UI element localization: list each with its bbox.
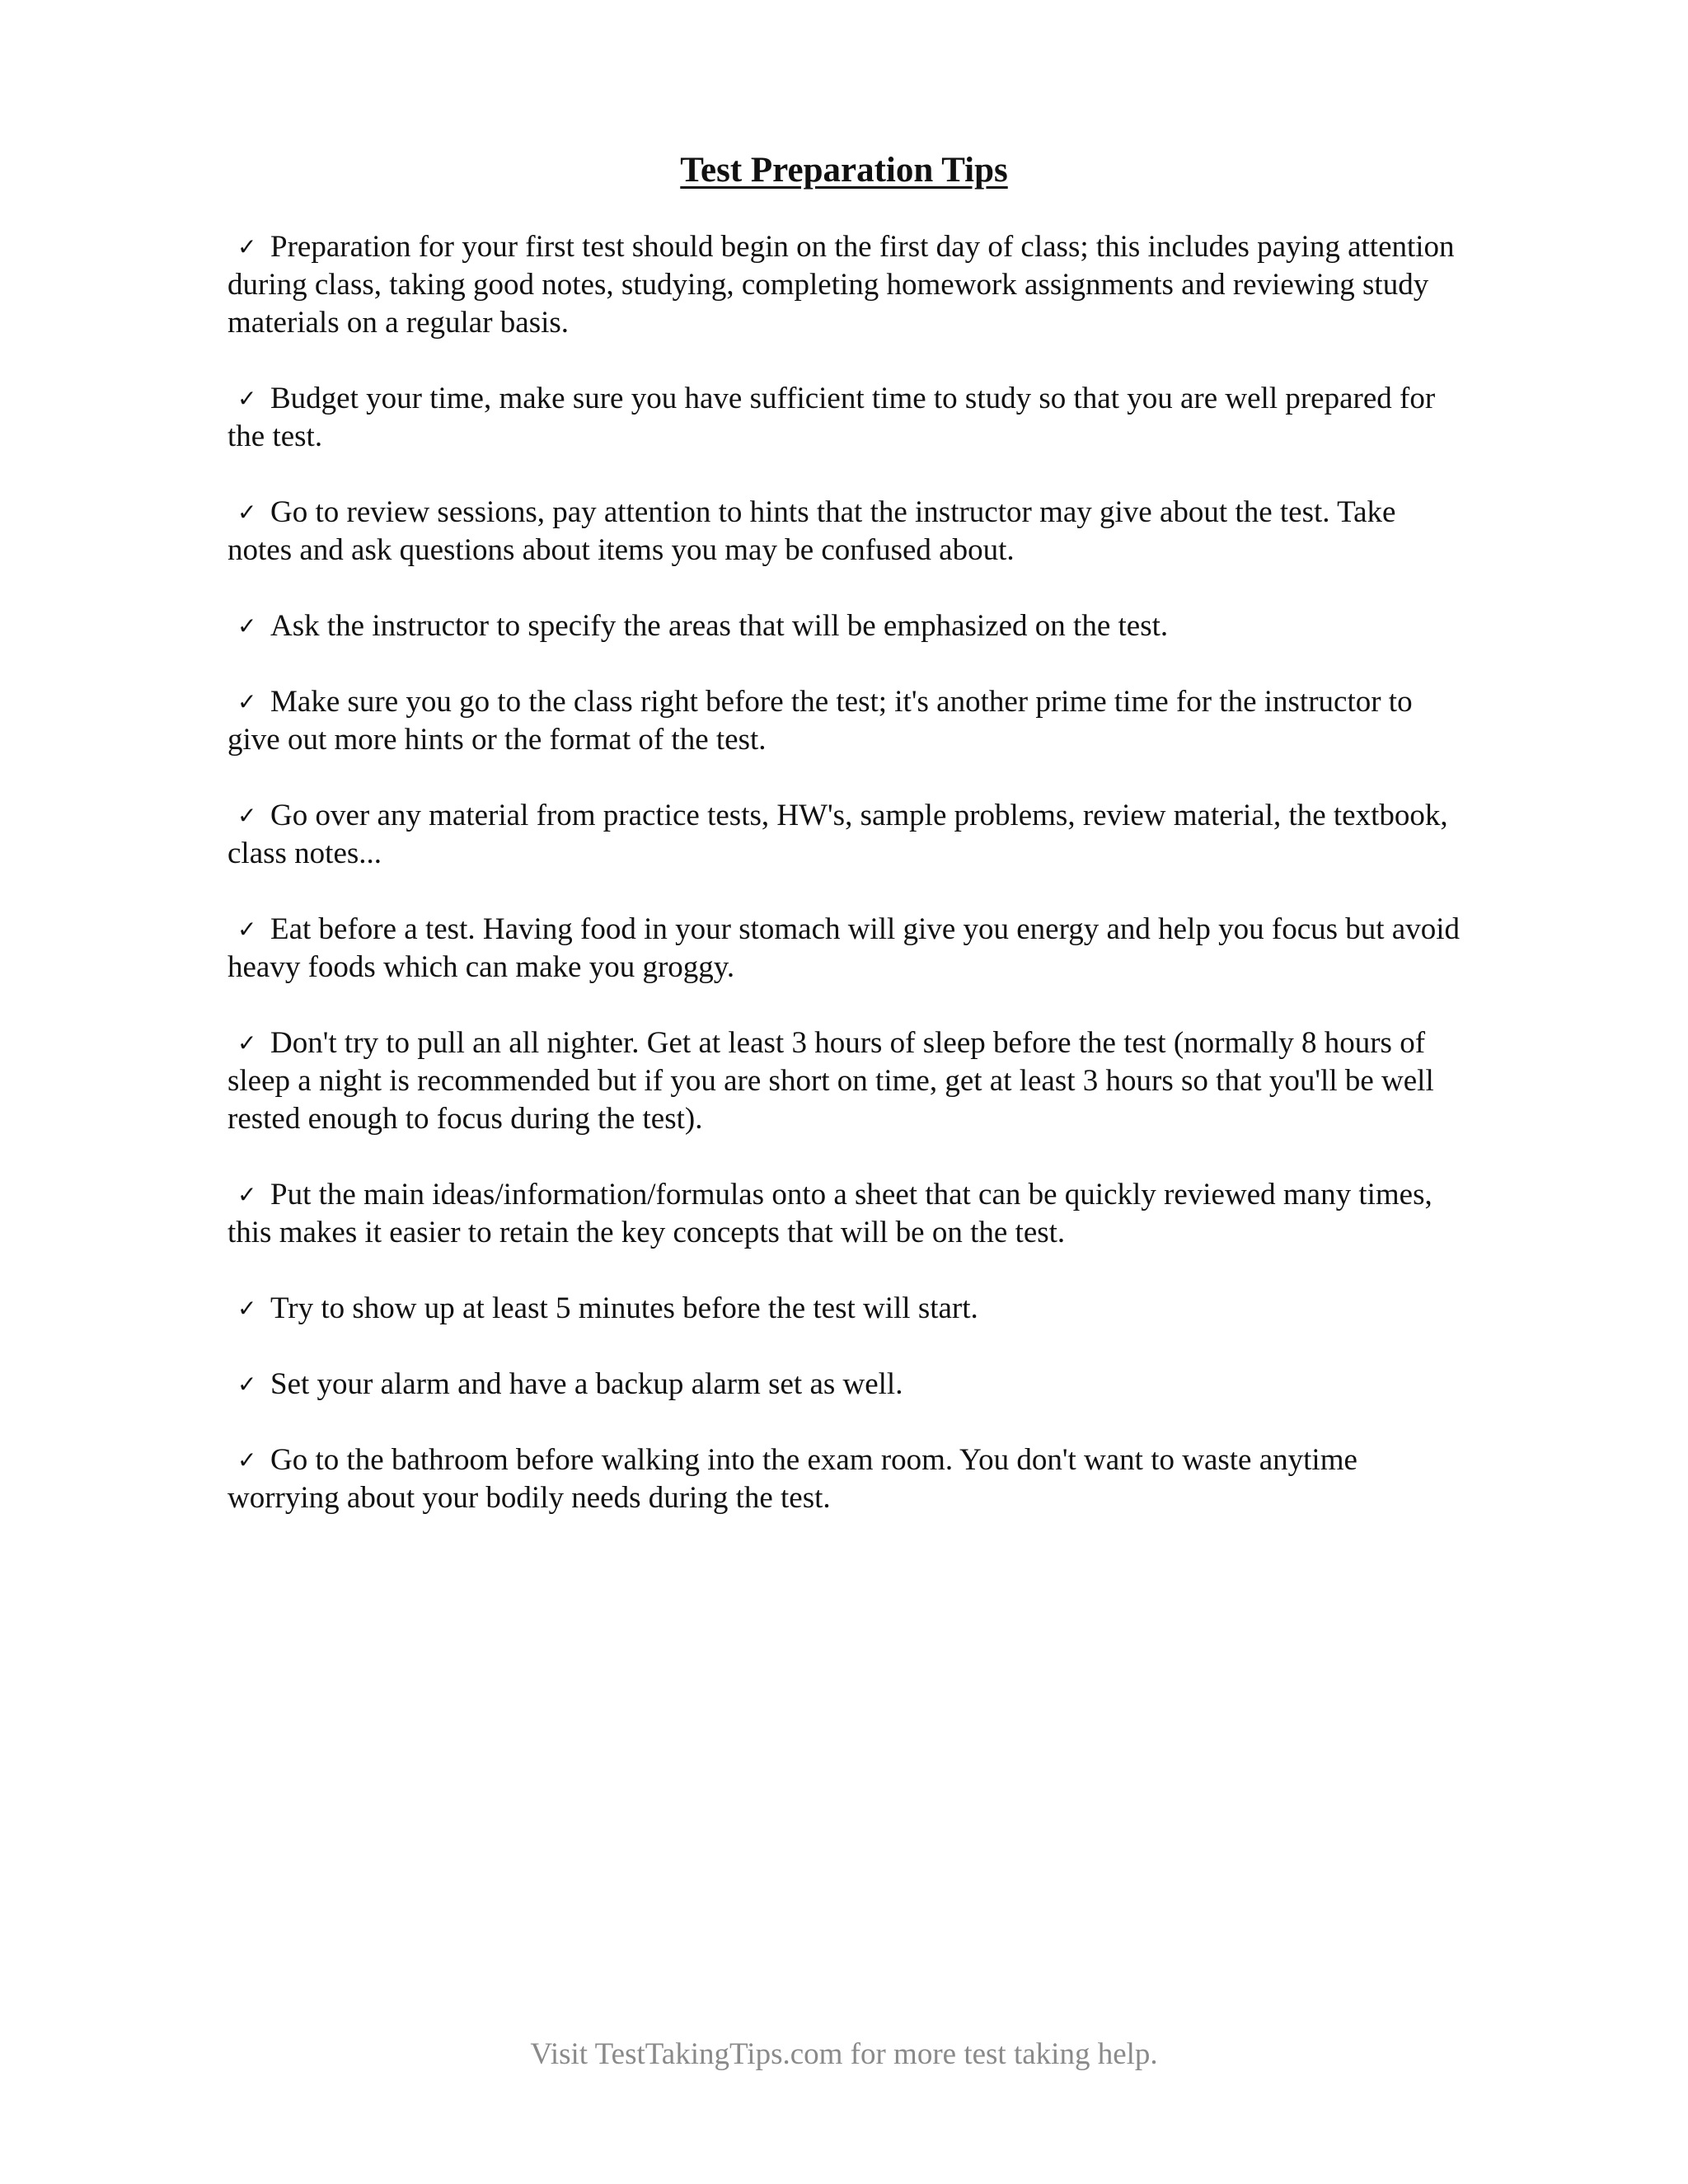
tip-text: Eat before a test. Having food in your stomach will give you energy and help you focus but avoid heavy foods which can make you groggy. — [227, 912, 1460, 984]
list-item — [227, 683, 1464, 759]
list-item — [227, 1024, 1464, 1138]
check-mark-icon: ✓ — [237, 1295, 257, 1322]
check-mark-icon: ✓ — [237, 233, 257, 260]
tips-list — [227, 228, 1464, 1555]
footer-text: Visit TestTakingTips.com for more test taking help. — [530, 2037, 1158, 2071]
tip-text: Ask the instructor to specify the areas that will be emphasized on the test. — [270, 609, 1169, 643]
tip-text: Try to show up at least 5 minutes before the test will start. — [270, 1291, 978, 1325]
page-title: Test Preparation Tips — [680, 151, 1008, 190]
list-item — [227, 380, 1464, 456]
tip-text: Don't try to pull an all nighter. Get at least 3 hours of sleep before the test (normally 8 hours of sleep a night is recommended but if you are short on time, get at least 3 hours so that you'll be well rested enough to focus during the test). — [227, 1026, 1434, 1136]
list-item — [227, 797, 1464, 873]
list-item — [227, 494, 1464, 569]
tip-text: Go to the bathroom before walking into the exam room. You don't want to waste anytime worrying about your bodily needs during the test. — [227, 1443, 1357, 1515]
list-item — [227, 1366, 1464, 1404]
check-mark-icon: ✓ — [237, 916, 257, 943]
check-mark-icon: ✓ — [237, 1371, 257, 1398]
list-item — [227, 607, 1464, 645]
list-item — [227, 228, 1464, 342]
list-item — [227, 1290, 1464, 1328]
tip-text: Make sure you go to the class right before the test; it's another prime time for the instructor to give out more hints or the format of the test. — [227, 685, 1413, 757]
check-mark-icon: ✓ — [237, 612, 257, 640]
tip-text: Budget your time, make sure you have sufficient time to study so that you are well prepared for the test. — [227, 382, 1436, 453]
check-mark-icon: ✓ — [237, 802, 257, 829]
tip-text: Go over any material from practice tests, HW's, sample problems, review material, the textbook, class notes... — [227, 799, 1448, 870]
list-item — [227, 1441, 1464, 1517]
check-mark-icon: ✓ — [237, 385, 257, 412]
list-item — [227, 911, 1464, 987]
tip-text: Put the main ideas/information/formulas onto a sheet that can be quickly reviewed many times, this makes it easier to retain the key concepts that will be on the test. — [227, 1178, 1432, 1249]
check-mark-icon: ✓ — [237, 688, 257, 715]
check-mark-icon: ✓ — [237, 1029, 257, 1057]
check-mark-icon: ✓ — [237, 1446, 257, 1474]
tip-text: Set your alarm and have a backup alarm set as well. — [270, 1367, 903, 1401]
tip-text: Go to review sessions, pay attention to hints that the instructor may give about the test. Take notes and ask questions about items you may be confused about. — [227, 495, 1396, 567]
check-mark-icon: ✓ — [237, 499, 257, 526]
list-item — [227, 1176, 1464, 1252]
tip-text: Preparation for your first test should begin on the first day of class; this includes paying attention during class, taking good notes, studying, completing homework assignments and reviewing study materials on a regular basis. — [227, 230, 1455, 340]
check-mark-icon: ✓ — [237, 1181, 257, 1208]
